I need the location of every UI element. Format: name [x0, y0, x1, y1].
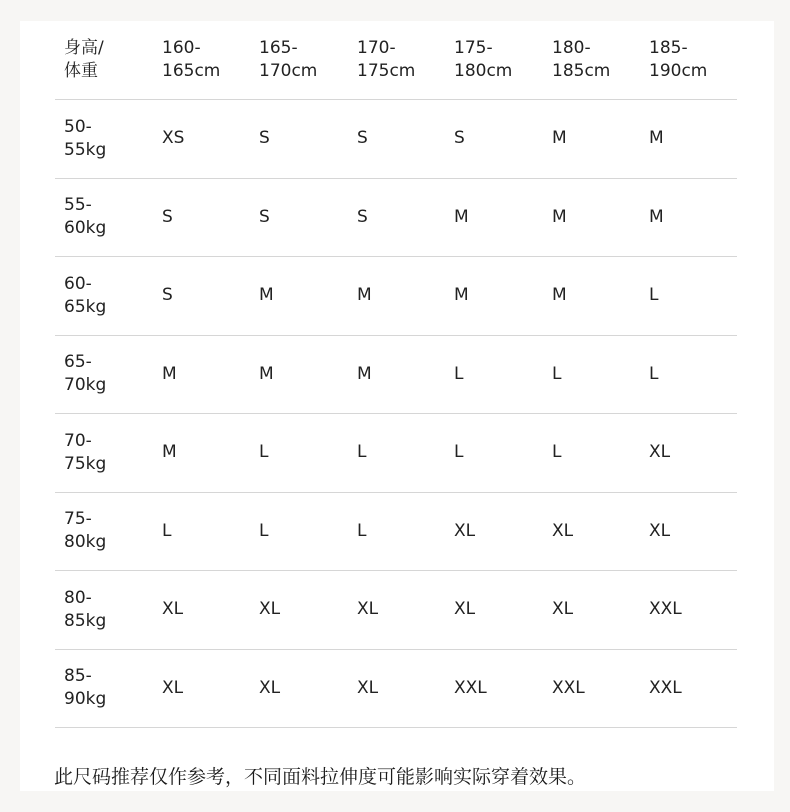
weight-label: 55- 60kg: [55, 178, 153, 257]
size-cell: L: [153, 492, 250, 571]
size-cell: S: [348, 178, 445, 257]
size-cell: XXL: [445, 649, 543, 728]
size-cell: L: [250, 492, 348, 571]
size-cell: XL: [250, 571, 348, 650]
size-cell: XS: [153, 100, 250, 179]
table-row: [55, 100, 737, 179]
size-cell: S: [250, 100, 348, 179]
size-cell: S: [348, 100, 445, 179]
size-cell: M: [543, 100, 640, 179]
size-cell: M: [445, 257, 543, 336]
size-cell: L: [250, 414, 348, 493]
weight-label: 70- 75kg: [55, 414, 153, 493]
table-row: [55, 492, 737, 571]
size-cell: S: [153, 178, 250, 257]
size-cell: XL: [445, 492, 543, 571]
weight-label: 75- 80kg: [55, 492, 153, 571]
size-cell: M: [250, 335, 348, 414]
height-header-175-180: 175- 180cm: [445, 21, 543, 100]
size-cell: XXL: [543, 649, 640, 728]
height-header-165-170: 165- 170cm: [250, 21, 348, 100]
size-cell: L: [445, 335, 543, 414]
size-cell: XL: [153, 649, 250, 728]
table-row: [55, 649, 737, 728]
weight-label: 65- 70kg: [55, 335, 153, 414]
size-cell: L: [640, 335, 737, 414]
size-cell: M: [348, 257, 445, 336]
weight-label: 85- 90kg: [55, 649, 153, 728]
size-cell: XL: [348, 571, 445, 650]
size-cell: XL: [348, 649, 445, 728]
size-cell: XL: [640, 414, 737, 493]
size-cell: M: [445, 178, 543, 257]
header-row: [55, 21, 737, 100]
weight-label: 50- 55kg: [55, 100, 153, 179]
table-row: [55, 414, 737, 493]
weight-label: 80- 85kg: [55, 571, 153, 650]
size-cell: L: [348, 492, 445, 571]
disclaimer-note: 此尺码推荐仅作参考，不同面料拉伸度可能影响实际穿着效果。: [54, 766, 587, 788]
height-header-180-185: 180- 185cm: [543, 21, 640, 100]
size-cell: M: [543, 257, 640, 336]
size-cell: L: [445, 414, 543, 493]
size-cell: XL: [445, 571, 543, 650]
weight-label: 60- 65kg: [55, 257, 153, 336]
size-cell: M: [250, 257, 348, 336]
size-chart-table: [55, 21, 737, 728]
size-cell: M: [153, 335, 250, 414]
size-cell: XL: [153, 571, 250, 650]
table-row: [55, 178, 737, 257]
size-cell: XL: [250, 649, 348, 728]
size-cell: L: [543, 414, 640, 493]
size-cell: S: [250, 178, 348, 257]
corner-header: 身高/ 体重: [55, 21, 153, 100]
size-cell: S: [153, 257, 250, 336]
height-header-170-175: 170- 175cm: [348, 21, 445, 100]
table-row: [55, 571, 737, 650]
height-header-185-190: 185- 190cm: [640, 21, 737, 100]
size-cell: M: [640, 100, 737, 179]
size-cell: XXL: [640, 649, 737, 728]
size-cell: M: [153, 414, 250, 493]
table-row: [55, 335, 737, 414]
size-cell: XL: [543, 571, 640, 650]
table-row: [55, 257, 737, 336]
size-cell: L: [543, 335, 640, 414]
size-cell: S: [445, 100, 543, 179]
size-cell: XXL: [640, 571, 737, 650]
size-cell: XL: [640, 492, 737, 571]
size-cell: L: [348, 414, 445, 493]
size-cell: XL: [543, 492, 640, 571]
size-chart-card: [20, 21, 774, 791]
size-cell: M: [543, 178, 640, 257]
size-cell: M: [640, 178, 737, 257]
size-cell: L: [640, 257, 737, 336]
size-cell: M: [348, 335, 445, 414]
height-header-160-165: 160- 165cm: [153, 21, 250, 100]
